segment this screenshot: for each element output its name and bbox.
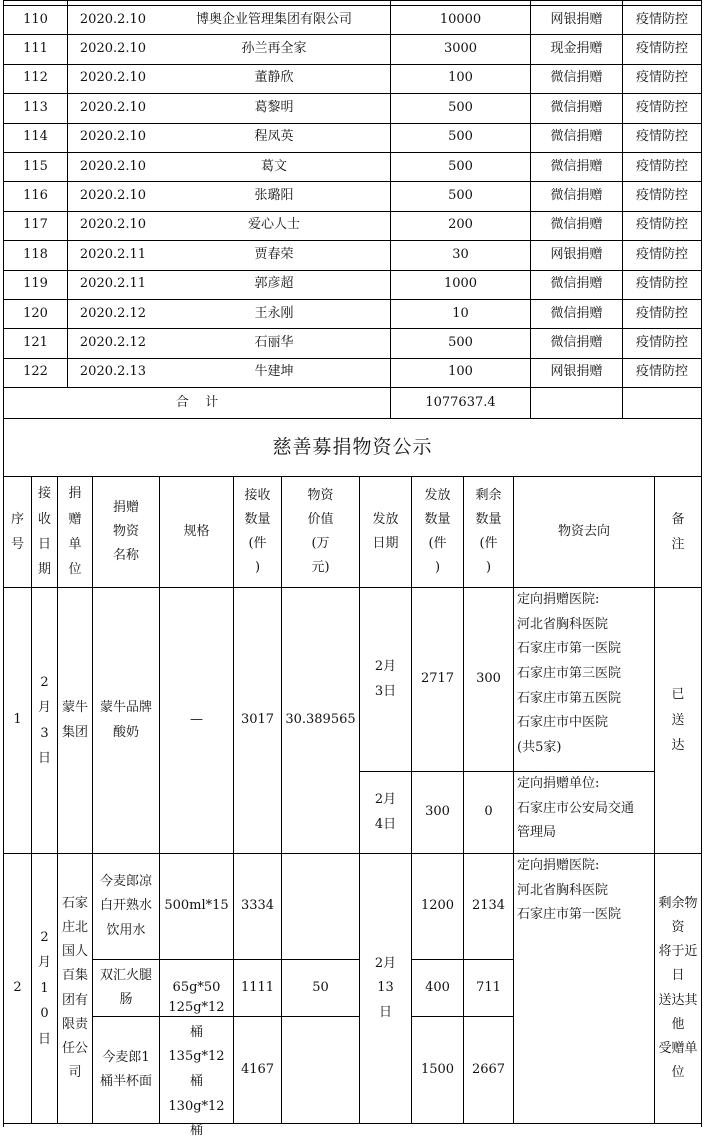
cell-no: 120 <box>23 305 48 321</box>
cell-amount: 10 <box>452 305 469 321</box>
cell-purpose: 疫情防控 <box>635 246 688 262</box>
header-value <box>282 477 359 587</box>
g2-issue-3: 1500 <box>420 1061 455 1077</box>
header-donor <box>58 477 92 587</box>
wrapped-text: 2月 13 日 <box>374 956 397 1020</box>
cell-donor: 程凤英 <box>254 129 294 145</box>
g1-recv-qty: 3017 <box>240 712 275 728</box>
vertical-text: 备 注 <box>671 511 685 552</box>
cell-purpose: 疫情防控 <box>635 41 688 57</box>
cell-date: 2020.2.11 <box>79 246 147 262</box>
cell-purpose: 疫情防控 <box>635 99 688 115</box>
vertical-text: 2 月 3 日 <box>37 674 51 766</box>
cell-date: 2020.2.10 <box>79 99 147 115</box>
g1-remark <box>655 588 701 853</box>
cell-no: 121 <box>23 335 48 351</box>
text-lines: 125g*12桶 135g*12桶 130g*12桶 <box>168 999 225 1139</box>
g2-remark <box>655 854 701 1123</box>
wrapped-text: 双汇火腿 肠 <box>99 967 152 1007</box>
cell-purpose: 疫情防控 <box>635 276 688 292</box>
wrapped-text: 发放 日期 <box>372 511 399 551</box>
header-issue-date <box>360 477 411 587</box>
cell-donor: 博奥企业管理集团有限公司 <box>195 11 352 27</box>
materials-title: 慈善募捐物资公示 <box>272 435 433 458</box>
cell-no: 111 <box>23 41 48 57</box>
g1-value: 30.389565 <box>285 712 356 728</box>
header-issue-qty <box>412 477 463 587</box>
vertical-text: 序 号 <box>10 511 24 552</box>
cell-no: 115 <box>23 158 48 174</box>
g2-item-1 <box>93 854 159 959</box>
vertical-text: 2 月 1 0 日 <box>37 930 51 1047</box>
g2-recv-2: 1111 <box>240 979 275 995</box>
g1-issue-qty-2: 300 <box>425 804 450 820</box>
g1-no: 1 <box>13 712 22 728</box>
cell-method: 现金捐赠 <box>550 41 603 57</box>
wrapped-text: 石家 庄北 国人 百集 团有 限责 任公 司 <box>61 896 88 1080</box>
cell-purpose: 疫情防控 <box>635 11 688 27</box>
cell-method: 网银捐赠 <box>550 364 603 380</box>
cell-amount: 200 <box>448 217 473 233</box>
g1-issue-date-2 <box>360 772 411 853</box>
text-lines: 定向捐赠医院: 河北省胸科医院 石家庄市第一医院 石家庄市第三医院 石家庄市第五医院 石家庄市中医院 (共5家) <box>517 592 622 756</box>
wrapped-text: 今麦郎凉 白开熟水 饮用水 <box>99 874 152 938</box>
cell-amount: 500 <box>448 158 473 174</box>
cell-purpose: 疫情防控 <box>635 188 688 204</box>
wrapped-text: 剩余 数量 (件 ) <box>475 487 502 576</box>
cell-amount: 10000 <box>439 11 482 27</box>
cell-purpose: 疫情防控 <box>635 70 688 86</box>
cell-method: 微信捐赠 <box>550 305 603 321</box>
cell-no: 116 <box>23 188 48 204</box>
wrapped-text: 发放 数量 (件 ) <box>424 487 451 576</box>
wrapped-text: 2月 3日 <box>374 659 397 699</box>
cell-date: 2020.2.10 <box>79 11 147 27</box>
g2-recv-1: 3334 <box>240 898 275 914</box>
header-recv-qty <box>234 477 281 587</box>
cell-method: 微信捐赠 <box>550 217 603 233</box>
cell-method: 微信捐赠 <box>550 70 603 86</box>
cell-donor: 石丽华 <box>254 335 294 351</box>
g2-value: 50 <box>312 980 329 996</box>
cell-donor: 牛建坤 <box>254 364 294 380</box>
cell-date: 2020.2.10 <box>79 188 147 204</box>
cell-donor: 郭彦超 <box>254 276 294 292</box>
g2-no: 2 <box>13 980 22 996</box>
g2-donor <box>58 854 92 1123</box>
cell-donor: 王永刚 <box>254 305 294 321</box>
vertical-text: 已 送 达 <box>671 687 685 754</box>
cell-method: 微信捐赠 <box>550 158 603 174</box>
g1-donor <box>58 588 92 853</box>
cell-no: 113 <box>23 99 48 115</box>
wrapped-text: 物资 价值 (万 元) <box>307 487 334 576</box>
cell-donor: 葛黎明 <box>254 99 294 115</box>
cell-amount: 100 <box>448 70 473 86</box>
cell-date: 2020.2.10 <box>79 70 147 86</box>
header-recv-date <box>32 477 57 587</box>
cell-method: 微信捐赠 <box>550 188 603 204</box>
g1-spec: — <box>190 712 203 728</box>
cell-method: 微信捐赠 <box>550 99 603 115</box>
cell-no: 114 <box>23 129 48 145</box>
g1-issue-qty-1: 2717 <box>420 671 455 687</box>
g2-recv-3: 4167 <box>240 1061 275 1077</box>
g1-item <box>93 588 159 853</box>
cell-purpose: 疫情防控 <box>635 158 688 174</box>
cell-donor: 孙兰再全家 <box>241 41 307 57</box>
cell-donor: 爱心人士 <box>247 217 300 233</box>
g2-remain-3: 2667 <box>471 1061 506 1077</box>
cell-method: 网银捐赠 <box>550 11 603 27</box>
cell-no: 117 <box>23 217 48 233</box>
g2-issue-1: 1200 <box>420 898 455 914</box>
cell-date: 2020.2.10 <box>79 41 147 57</box>
g2-spec-3 <box>160 999 233 1139</box>
header-remain-qty <box>464 477 513 587</box>
cell-amount: 100 <box>448 364 473 380</box>
header-remark <box>655 477 701 587</box>
cell-amount: 500 <box>448 188 473 204</box>
header-item <box>93 477 159 587</box>
g1-issue-date-1 <box>360 588 411 771</box>
g2-destination <box>514 854 654 1123</box>
cell-donor: 董静欣 <box>254 70 294 86</box>
cell-purpose: 疫情防控 <box>635 305 688 321</box>
text-lines: 定向捐赠单位: 石家庄市公安局交通 管理局 <box>517 776 635 841</box>
cell-donor: 葛文 <box>260 158 287 174</box>
g2-issue-date <box>360 854 411 1123</box>
header-spec: 规格 <box>183 523 210 539</box>
vertical-text: 捐 赠 单 位 <box>68 486 82 578</box>
cell-date: 2020.2.10 <box>79 217 147 233</box>
cell-date: 2020.2.12 <box>79 335 147 351</box>
header-no <box>4 477 31 587</box>
wrapped-text: 2月 4日 <box>374 792 397 832</box>
cell-date: 2020.2.11 <box>79 276 147 292</box>
g2-remain-1: 2134 <box>471 898 506 914</box>
cell-no: 118 <box>23 246 48 262</box>
total-label: 合 计 <box>175 395 219 411</box>
wrapped-text: 蒙牛品牌 酸奶 <box>99 700 152 740</box>
g1-recv-date <box>32 588 57 853</box>
cell-purpose: 疫情防控 <box>635 129 688 145</box>
g1-destination-2 <box>514 772 654 853</box>
text-lines: 500ml*15 <box>164 898 229 914</box>
text-lines: 65g*50 <box>172 979 221 995</box>
header-destination: 物资去向 <box>557 523 610 539</box>
g2-item-3 <box>93 1017 159 1123</box>
cell-method: 微信捐赠 <box>550 129 603 145</box>
cell-donor: 张璐阳 <box>254 188 294 204</box>
cell-donor: 贾春荣 <box>254 246 294 262</box>
cell-method: 网银捐赠 <box>550 246 603 262</box>
cell-no: 122 <box>23 364 48 380</box>
g1-remain-qty-1: 300 <box>476 671 501 687</box>
cell-purpose: 疫情防控 <box>635 364 688 380</box>
wrapped-text: 蒙牛 集团 <box>61 700 88 740</box>
g1-destination-1 <box>514 588 654 771</box>
g2-recv-date <box>32 854 57 1123</box>
g2-item-2 <box>93 960 159 1016</box>
cell-no: 110 <box>23 11 48 27</box>
cell-method: 微信捐赠 <box>550 276 603 292</box>
cell-method: 微信捐赠 <box>550 335 603 351</box>
cell-no: 112 <box>23 70 48 86</box>
cell-no: 119 <box>23 276 48 292</box>
text-lines: 定向捐赠医院: 河北省胸科医院 石家庄市第一医院 <box>517 858 622 923</box>
cell-date: 2020.2.10 <box>79 158 147 174</box>
cell-amount: 500 <box>448 99 473 115</box>
g1-remain-qty-2: 0 <box>484 804 493 820</box>
vertical-text: 接 收 日 期 <box>37 486 51 578</box>
cell-amount: 500 <box>448 129 473 145</box>
wrapped-text: 接收 数量 (件 ) <box>244 487 271 576</box>
total-value: 1077637.4 <box>425 395 496 411</box>
cell-date: 2020.2.10 <box>79 129 147 145</box>
cell-purpose: 疫情防控 <box>635 335 688 351</box>
cell-date: 2020.2.12 <box>79 305 147 321</box>
cell-amount: 500 <box>448 335 473 351</box>
wrapped-text: 今麦郎1 桶半杯面 <box>99 1049 152 1089</box>
cell-amount: 30 <box>452 246 469 262</box>
wrapped-text: 剩余物资 将于近日 送达其他 受赠单位 <box>658 896 698 1080</box>
g2-spec-1 <box>160 854 233 959</box>
g2-issue-2: 400 <box>425 979 450 995</box>
wrapped-text: 捐赠 物资 名称 <box>112 499 139 564</box>
g2-remain-2: 711 <box>476 979 501 995</box>
cell-date: 2020.2.13 <box>79 364 147 380</box>
cell-purpose: 疫情防控 <box>635 217 688 233</box>
cell-amount: 1000 <box>443 276 478 292</box>
cell-amount: 3000 <box>443 41 478 57</box>
